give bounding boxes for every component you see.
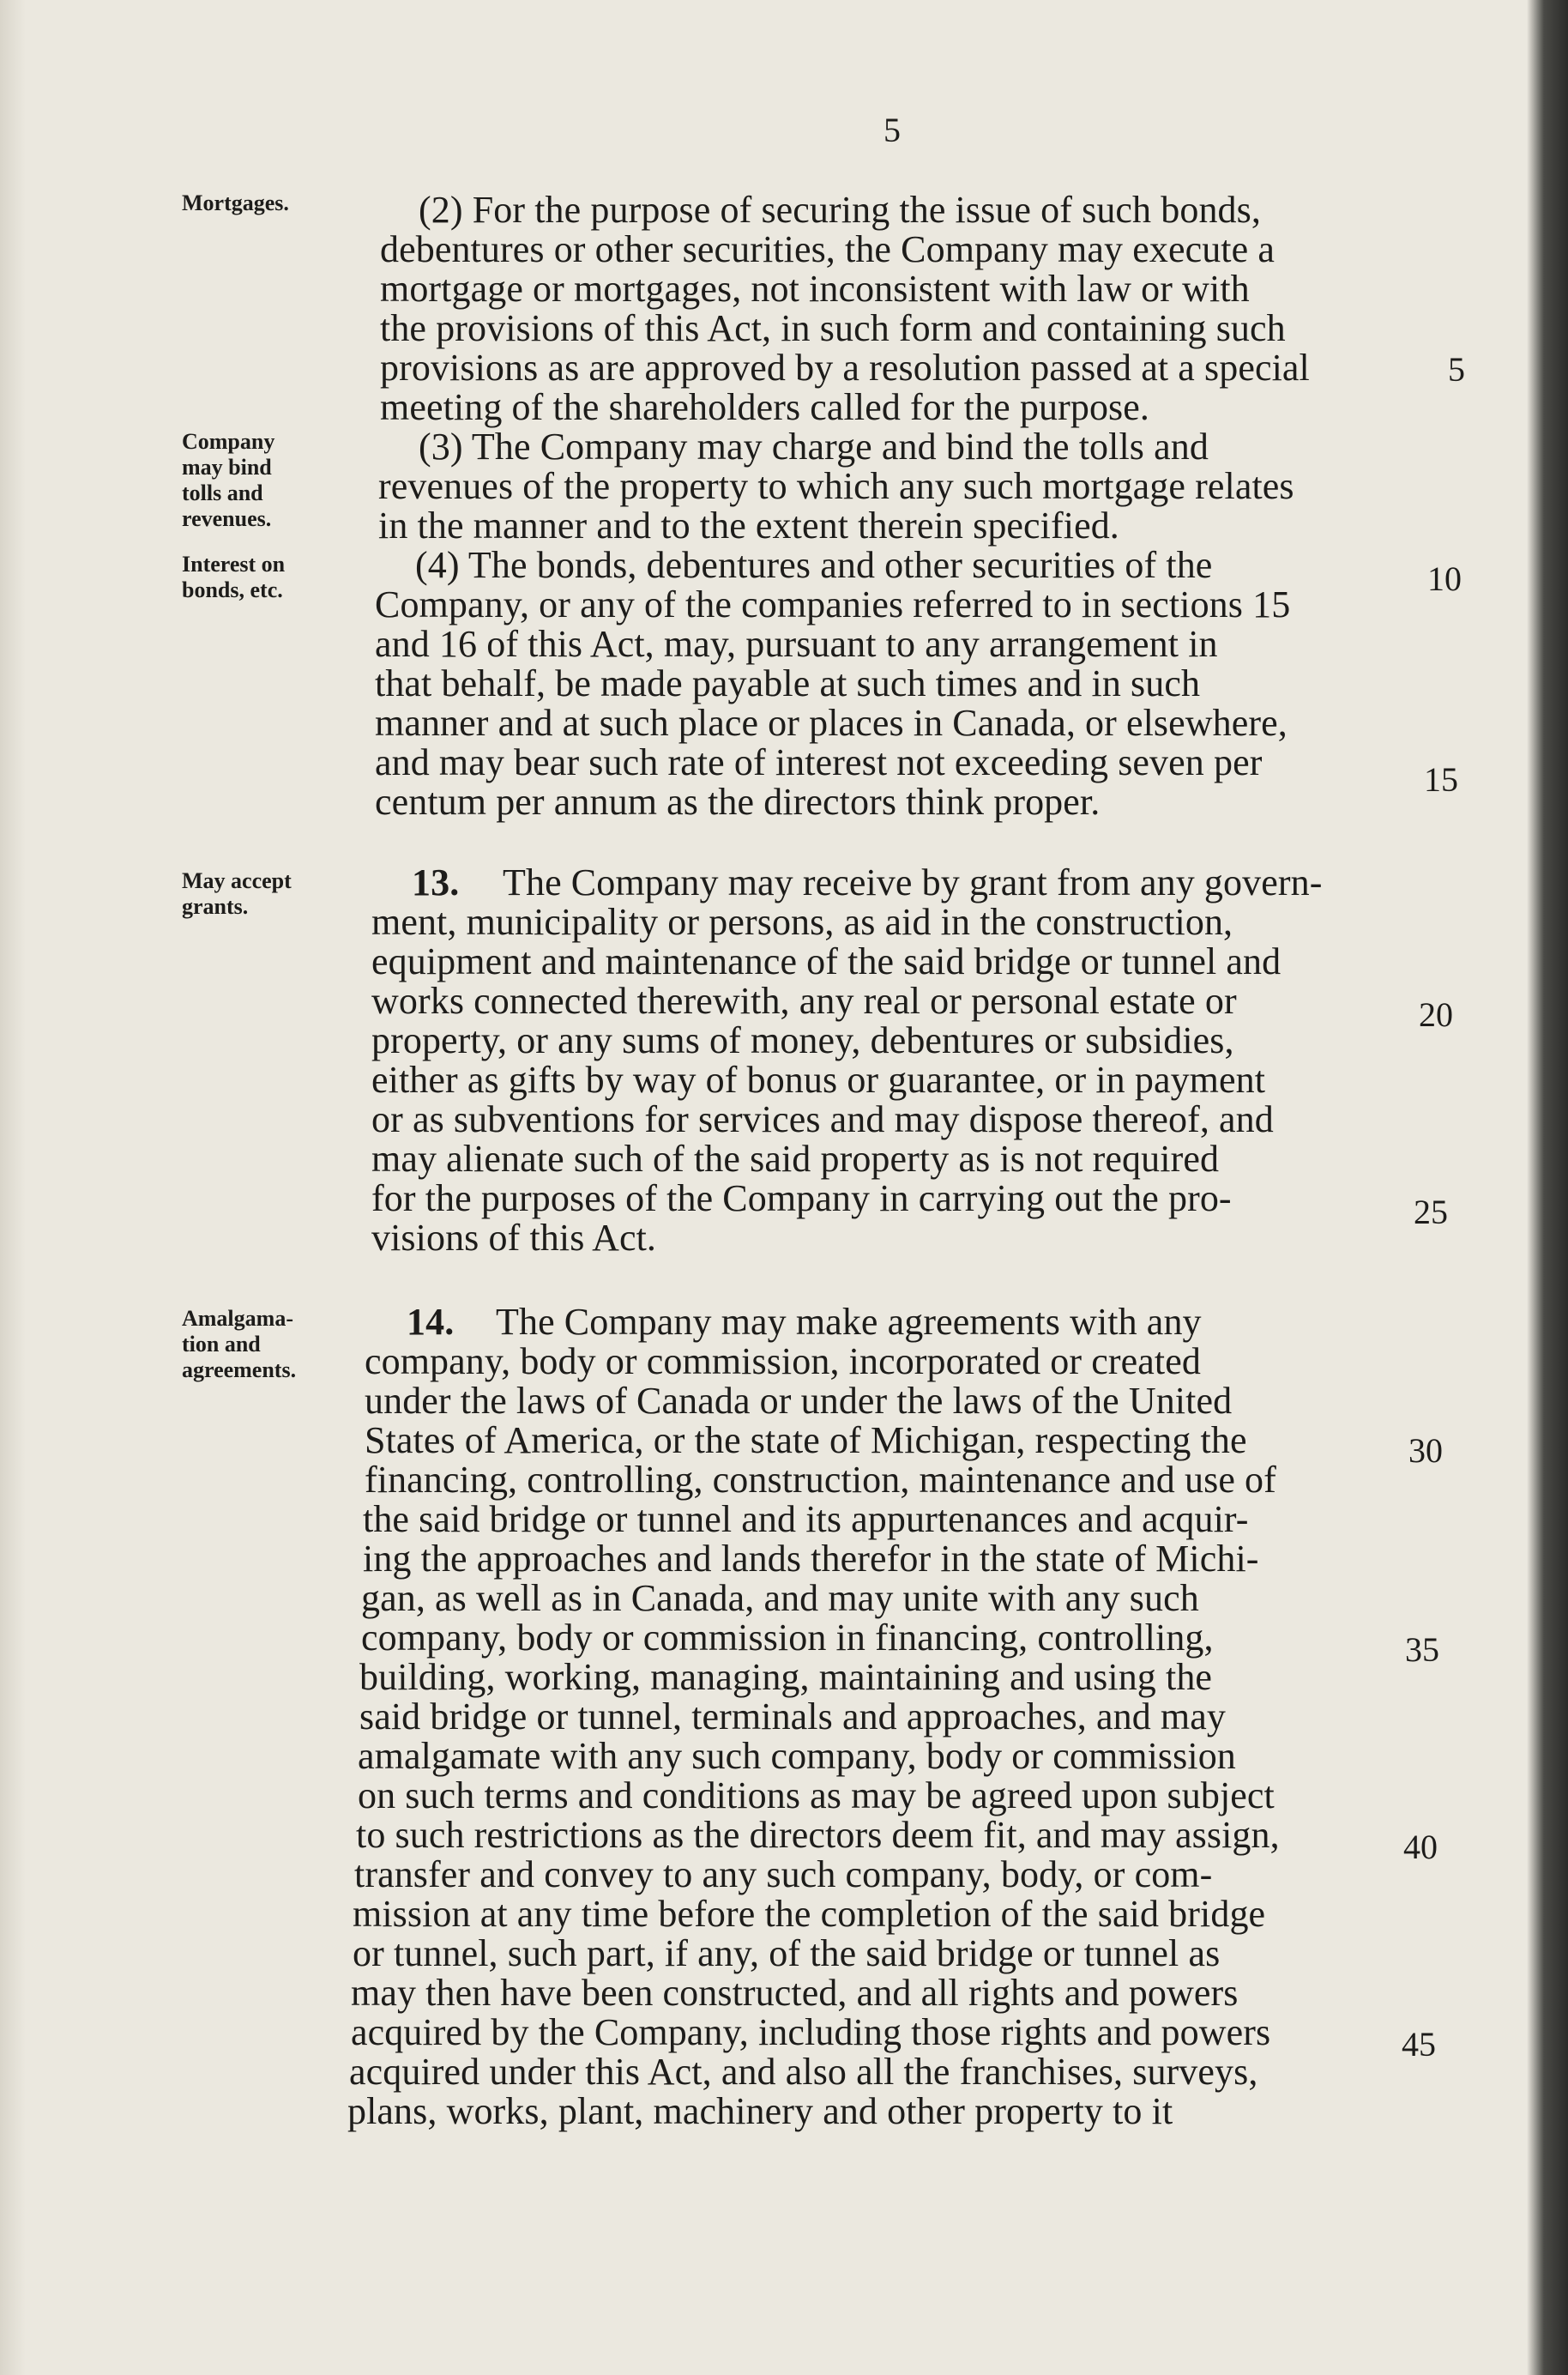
margin-note-grants: May accept grants. — [182, 868, 292, 919]
margin-note-mortgages: Mortgages. — [182, 190, 289, 215]
text-line: gan, as well as in Canada, and may unite with any such — [361, 1577, 1199, 1619]
text-line: property, or any sums of money, debentures or subsidies, — [371, 1019, 1234, 1061]
text-line: or as subventions for services and may dispose thereof, and — [371, 1098, 1274, 1140]
text-line: for the purposes of the Company in carrying out the pro- — [371, 1177, 1232, 1219]
text-line: ing the approaches and lands therefor in the state of Michi- — [363, 1538, 1259, 1580]
line-number: 15 — [1424, 760, 1458, 799]
text-line: mortgage or mortgages, not inconsistent with law or with — [380, 268, 1250, 310]
text-line: meeting of the shareholders called for the purpose. — [380, 386, 1150, 428]
text-line: under the laws of Canada or under the laws of the United — [365, 1380, 1233, 1422]
text-line: acquired under this Act, and also all the franchises, surveys, — [349, 2051, 1258, 2093]
margin-note-tolls: Company may bind tolls and revenues. — [182, 429, 275, 531]
text-line: The Company may receive by grant from any govern- — [503, 861, 1323, 903]
text-line: works connected therewith, any real or personal estate or — [371, 980, 1237, 1022]
text-line: and 16 of this Act, may, pursuant to any arrangement in — [375, 623, 1218, 665]
text-line: The Company may make agreements with any — [496, 1301, 1202, 1343]
margin-note-interest: Interest on bonds, etc. — [182, 552, 286, 602]
line-number: 35 — [1405, 1630, 1439, 1669]
text-line: and may bear such rate of interest not exceeding seven per — [375, 741, 1263, 783]
text-line: transfer and convey to any such company, body, or com- — [354, 1853, 1213, 1895]
text-line: (3) The Company may charge and bind the tolls and — [419, 426, 1209, 468]
text-line: may alienate such of the said property as is not required — [371, 1138, 1220, 1180]
text-line: States of America, or the state of Michigan, respecting the — [365, 1419, 1247, 1461]
text-line: (4) The bonds, debentures and other securities of the — [415, 544, 1213, 586]
text-line: ment, municipality or persons, as aid in the construction, — [371, 901, 1233, 943]
text-line: equipment and maintenance of the said bridge or tunnel and — [371, 940, 1282, 982]
text-line: that behalf, be made payable at such times and in such — [375, 662, 1201, 704]
text-line: or tunnel, such part, if any, of the said bridge or tunnel as — [353, 1932, 1221, 1974]
line-number: 25 — [1414, 1193, 1448, 1231]
text-line: amalgamate with any such company, body or commission — [358, 1735, 1236, 1777]
text-line: may then have been constructed, and all rights and powers — [351, 1972, 1239, 2014]
text-line: building, working, managing, maintaining and using the — [359, 1656, 1213, 1698]
line-number: 45 — [1402, 2025, 1436, 2064]
line-number: 10 — [1427, 559, 1462, 598]
text-line: acquired by the Company, including those rights and powers — [351, 2011, 1271, 2053]
section-number-13: 13. — [412, 861, 460, 903]
text-line: financing, controlling, construction, maintenance and use of — [365, 1459, 1276, 1501]
text-line: provisions as are approved by a resolution passed at a special — [380, 347, 1310, 389]
text-line: either as gifts by way of bonus or guarantee, or in payment — [371, 1059, 1266, 1101]
text-line: Company, or any of the companies referred to in sections 15 — [375, 583, 1291, 625]
text-line: said bridge or tunnel, terminals and approaches, and may — [359, 1695, 1226, 1737]
text-line: on such terms and conditions as may be agreed upon subject — [358, 1774, 1275, 1816]
line-number: 5 — [1448, 350, 1465, 389]
text-line: in the manner and to the extent therein specified. — [378, 505, 1119, 547]
text-line: centum per annum as the directors think proper. — [375, 781, 1101, 823]
text-line: mission at any time before the completion of the said bridge — [353, 1893, 1266, 1935]
text-line: revenues of the property to which any such mortgage relates — [378, 465, 1294, 507]
line-number: 30 — [1408, 1431, 1443, 1470]
text-line: to such restrictions as the directors deem fit, and may assign, — [356, 1814, 1280, 1856]
text-line: (2) For the purpose of securing the issue of such bonds, — [419, 189, 1261, 231]
text-line: company, body or commission, incorporated or created — [365, 1340, 1201, 1382]
page-number: 5 — [884, 111, 901, 149]
section-number-14: 14. — [407, 1301, 455, 1343]
text-line: plans, works, plant, machinery and other property to it — [347, 2090, 1173, 2132]
text-line: company, body or commission in financing, controlling, — [361, 1617, 1214, 1659]
text-line: the said bridge or tunnel and its appurtenances and acquir- — [363, 1498, 1249, 1540]
line-number: 40 — [1403, 1828, 1438, 1866]
margin-note-amalgamation: Amalgama- tion and agreements. — [182, 1306, 297, 1382]
text-line: manner and at such place or places in Canada, or elsewhere, — [375, 702, 1288, 744]
text-line: the provisions of this Act, in such form and containing such — [380, 307, 1286, 349]
line-number: 20 — [1419, 995, 1453, 1034]
text-line: visions of this Act. — [371, 1217, 657, 1259]
text-line: debentures or other securities, the Company may execute a — [380, 228, 1275, 270]
